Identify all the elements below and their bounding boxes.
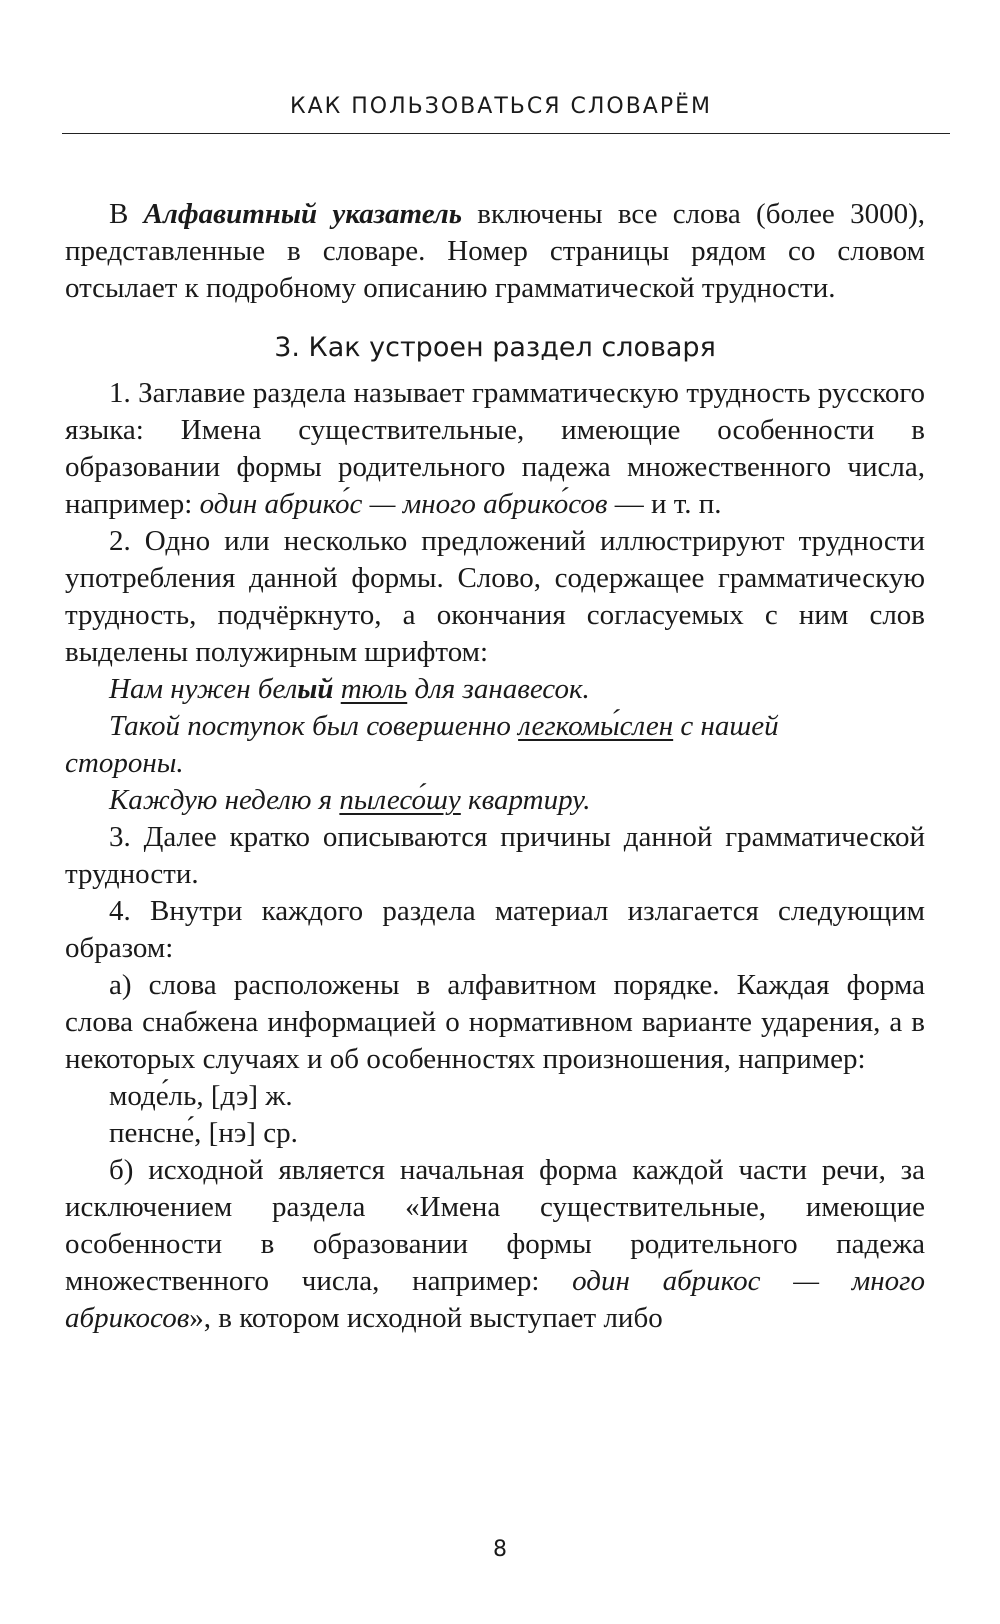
header-rule	[62, 133, 950, 134]
example-sentence-2: Такой поступок был совершенно легкомы́слен с нашей стороны.	[65, 710, 779, 779]
item-1-text: 1. Заглавие раздела называет грамматическую трудность русского языка: Имена существительные, имеющие особенности в образовании формы родительного падежа множественного числа, например:	[65, 377, 925, 520]
target-word: пылесо́шу	[339, 784, 461, 816]
item-1-paragraph	[65, 375, 925, 523]
running-header: КАК ПОЛЬЗОВАТЬСЯ СЛОВАРЁМ	[289, 94, 713, 119]
entry-example: пенсне́, [нэ] ср.	[109, 1117, 298, 1149]
target-word: легкомы́слен	[518, 710, 674, 742]
page-body	[65, 196, 925, 1337]
agreement-ending: ый	[297, 673, 334, 705]
intro-prefix: В	[109, 198, 144, 230]
item-a-paragraph: а) слова расположены в алфавитном порядке. Каждая форма слова снабжена информацией о нормативном варианте ударения, а в некоторых случаях и об особенностях произношения, например:	[65, 969, 925, 1075]
item-4-paragraph: 4. Внутри каждого раздела материал излагается следующим образом:	[65, 895, 925, 964]
section-title: 3. Как устроен раздел словаря	[274, 332, 716, 363]
item-b-tail: », в котором исходной выступает либо	[189, 1302, 663, 1334]
example-sentence-3: Каждую неделю я пылесо́шу квартиру.	[109, 784, 591, 816]
item-b-paragraph	[65, 1152, 925, 1337]
item-b-text: б) исходной является начальная форма каждой части речи, за исключением раздела «Имена существительные, имеющие особенности в образовании формы родительного падежа множественного числа, например:	[65, 1154, 925, 1297]
example-sentence-1: Нам нужен белый тюль для занавесок.	[109, 673, 590, 705]
entry-example: моде́ль, [дэ] ж.	[109, 1080, 293, 1112]
item-b-example: один абрикос — много абрикосов	[65, 1265, 925, 1334]
page-number: 8	[493, 1537, 507, 1562]
intro-text: включены все слова (более 3000), представленные в словаре. Номер страницы рядом со словом отсылает к подробному описанию грамматической трудности.	[65, 198, 925, 304]
target-word: тюль	[340, 673, 408, 705]
index-term: Алфавитный указатель	[143, 198, 463, 230]
item-3-paragraph: 3. Далее кратко описываются причины данной грамматической трудности.	[65, 821, 925, 890]
item-2-paragraph: 2. Одно или несколько предложений иллюстрируют трудности употребления данной формы. Слово, содержащее грамматическую трудность, подчёркнуто, а окончания согласуемых с ним слов выделены полужирным шрифтом:	[65, 525, 925, 668]
item-1-example: один абрико́с — много абрико́сов	[199, 488, 608, 520]
item-1-tail: — и т. п.	[607, 488, 722, 520]
intro-paragraph	[65, 196, 925, 307]
